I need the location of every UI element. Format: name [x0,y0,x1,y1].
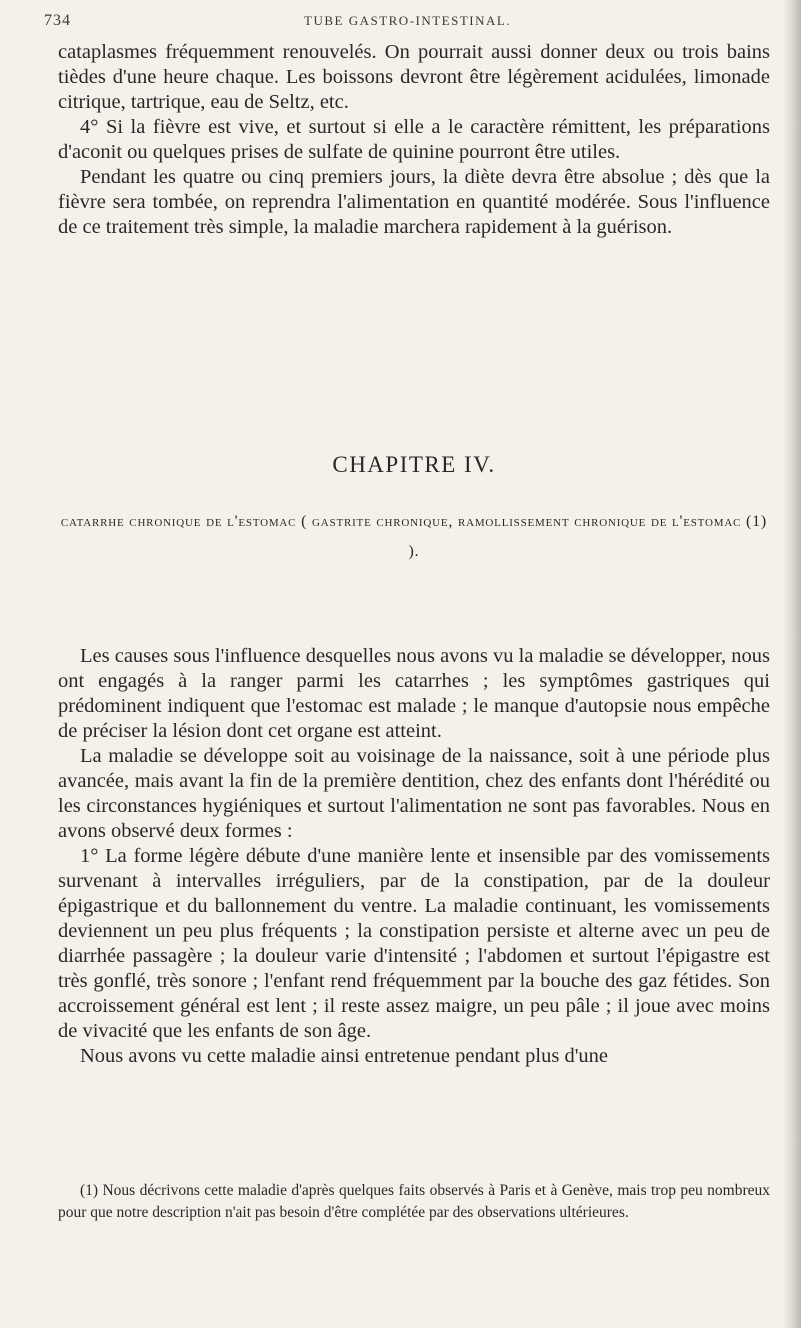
running-header [44,12,764,34]
paragraph: Pendant les quatre ou cinq premiers jours, la diète devra être absolue ; dès que la fièvre sera tombée, on reprendra l'alimentation en quantité modérée. Sous l'influence de ce traitement très simple, la maladie marchera rapidement à la guérison. [58,166,770,238]
paragraph: 1° La forme légère débute d'une manière lente et insensible par des vomissements survenant à intervalles irréguliers, par de la constipation, par de la douleur épigastrique et du ballonnement du ventre. La maladie continuant, les vomissements deviennent un peu plus fréquents ; la constipation persiste et alterne avec un peu de diarrhée passagère ; la douleur varie d'intensité ; l'abdomen et surtout l'épigastre est très gonflé, très sonore ; l'enfant rend fréquemment par la bouche des gaz fétides. Son accroissement général est lent ; il reste assez maigre, un peu pâle ; il joue avec moins de vivacité que les enfants de son âge. [58,845,770,1042]
paragraph: 4° Si la fièvre est vive, et surtout si elle a le caractère rémittent, les préparations d'aconit ou quelques prises de sulfate de quinine pourront être utiles. [58,116,770,163]
paragraph: La maladie se développe soit au voisinage de la naissance, soit à une période plus avancée, mais avant la fin de la première dentition, chez des enfants dont l'hérédité ou les circonstances hygiéniques et surtout l'alimentation ne sont pas favorables. Nous en avons observé deux formes : [58,745,770,842]
footnote [58,1180,770,1224]
chapter-title: CHAPITRE IV. [332,452,496,477]
paragraph: Les causes sous l'influence desquelles nous avons vu la maladie se développer, nous ont engagés à la ranger parmi les catarrhes ; les symptômes gastriques qui prédominent indiquent que l'estomac est malade ; le manque d'autopsie nous empêche de préciser la lésion dont cet organe est atteint. [58,645,771,742]
page-edge-shadow [783,0,801,1328]
chapter-subtitle: catarrhe chronique de l'estomac ( gastrite chronique, ramollissement chronique de l'estomac (1) ). [60,513,768,560]
running-title: TUBE GASTRO-INTESTINAL. [304,13,512,28]
page-number: 734 [44,12,71,29]
chapter-body [58,644,770,1069]
continued-text-block [58,40,770,240]
footnote-text: (1) Nous décrivons cette maladie d'après quelques faits observés à Paris et à Genève, mais trop peu nombreux pour que notre description n'ait pas besoin d'être complétée par des observations ultérieures. [58,1182,770,1221]
paragraph: cataplasmes fréquemment renouvelés. On pourrait aussi donner deux ou trois bains tièdes d'une heure chaque. Les boissons devront être légèrement acidulées, limonade citrique, tartrique, eau de Seltz, etc. [58,41,770,113]
paragraph: Nous avons vu cette maladie ainsi entretenue pendant plus d'une [80,1045,608,1067]
